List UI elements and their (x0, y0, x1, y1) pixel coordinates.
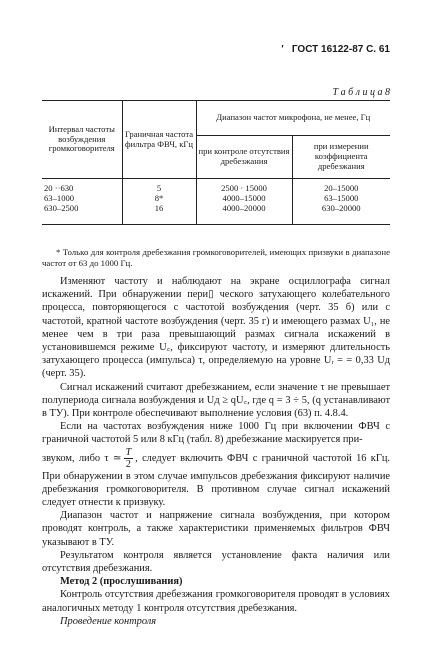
fraction-formula (124, 447, 134, 470)
table-cell: 63–1000 (42, 194, 122, 204)
table-cell: 4000–20000 (196, 204, 292, 224)
col-header-filter-frequency: Граничная частота фильтра ФВЧ, кГц (122, 101, 196, 179)
table-cell: 2500 · 15000 (196, 179, 292, 194)
header-mark: ' (280, 44, 284, 55)
group-header-microphone-range: Диапазон частот микрофона, не менее, Гц (196, 101, 390, 136)
paragraph: Изменяют частоту и наблюдают на экране осциллографа сигнал искажений. При обнаружении пери▯ ческого затухающего колебательного процесса, повторяющегося с частотой возбуждения (черт. 35 б) или с частотой, кратной частоте возбуждения (черт. 35 г) и имеющего размах U₁, не менее чем в три раза превышающий размах сигнала искажений в установившемся режиме U꜀, фиксируют частоту, и измеряют длительность затухающего процесса (импульса) τ, определяемую на уровне Uᵣ = = 0,33 Uд (черт. 35). (42, 276, 390, 380)
col-header-coefficient-measurement: при измерении коэффициента дребезжания (292, 136, 390, 179)
paragraph: Сигнал искажений считают дребезжанием, если значение τ не превышает полупериода сигнала возбуждения и Uд ≥ qU꜀, где q = 3 ÷ 5, (q устанавливают в ТУ). При контроле обеспечивают выполнение условия (63) п. 4.8.4. (42, 381, 390, 420)
table-cell: 4000–15000 (196, 194, 292, 204)
standard-page-number: ГОСТ 16122-87 С. 61 (291, 44, 390, 55)
table-caption: Т а б л и ц а 8 (332, 87, 390, 98)
paragraph-with-formula (42, 447, 390, 510)
text-span: звуком, либо τ ≃ (42, 452, 122, 464)
table-cell: 20–15000 (324, 183, 359, 193)
table-cell: 5 (122, 179, 196, 194)
paragraph: Контроль отсутствия дребезжания громкоговорителя проводят в условиях аналогичных методу 1 контроля отсутствия дребезжания. (42, 589, 390, 614)
section-subheading: Проведение контроля (60, 615, 157, 627)
page-header (281, 44, 390, 55)
col-header-excitation-interval: Интервал частоты возбуждения громкоговорителя (42, 101, 122, 179)
table-cell: 630–20000 (292, 204, 390, 224)
table-cell: 8* (122, 194, 196, 204)
frequency-table (42, 100, 390, 225)
paragraph: Диапазон частот и напряжение сигнала возбуждения, при котором проводят контроль, а также характеристики применяемых фильтров ФВЧ указывают в ТУ. (42, 510, 390, 548)
text-span: , следует включить ФВЧ с граничной частотой 16 кГц. При обнаружении в этом случае импульсов дребезжания фиксируют наличие дребезжания громкоговорителя. В противном случае сигнал искажений следует отнести к призвуку. (42, 452, 390, 509)
fraction-numerator: T (125, 446, 132, 458)
table-cell: 630–2500 (42, 204, 122, 224)
table-cell: 63–15000 (324, 192, 359, 203)
col-header-absence-control: при контроле отсутствия дребезжания (196, 136, 292, 179)
body-text (42, 275, 390, 628)
fraction-denominator: 2 (125, 458, 131, 470)
method-heading: Метод 2 (прослушивания) (60, 576, 183, 588)
table-row (42, 179, 390, 194)
paragraph: Результатом контроля является установление факта наличия или отсутствия дребезжания. (42, 549, 390, 575)
table-row (42, 204, 390, 224)
paragraph: Если на частотах возбуждения ниже 1000 Гц при включении ФВЧ с граничной частотой 5 или 8 кГц (табл. 8) дребезжание маскируется при- (42, 421, 390, 446)
table-footnote: * Только для контроля дребезжания громкоговорителей, имеющих призвуки в диапазоне частот от 63 до 1000 Гц. (42, 247, 390, 268)
table-cell: 16 (122, 204, 196, 224)
table-cell: 20 ··630 (42, 179, 122, 194)
